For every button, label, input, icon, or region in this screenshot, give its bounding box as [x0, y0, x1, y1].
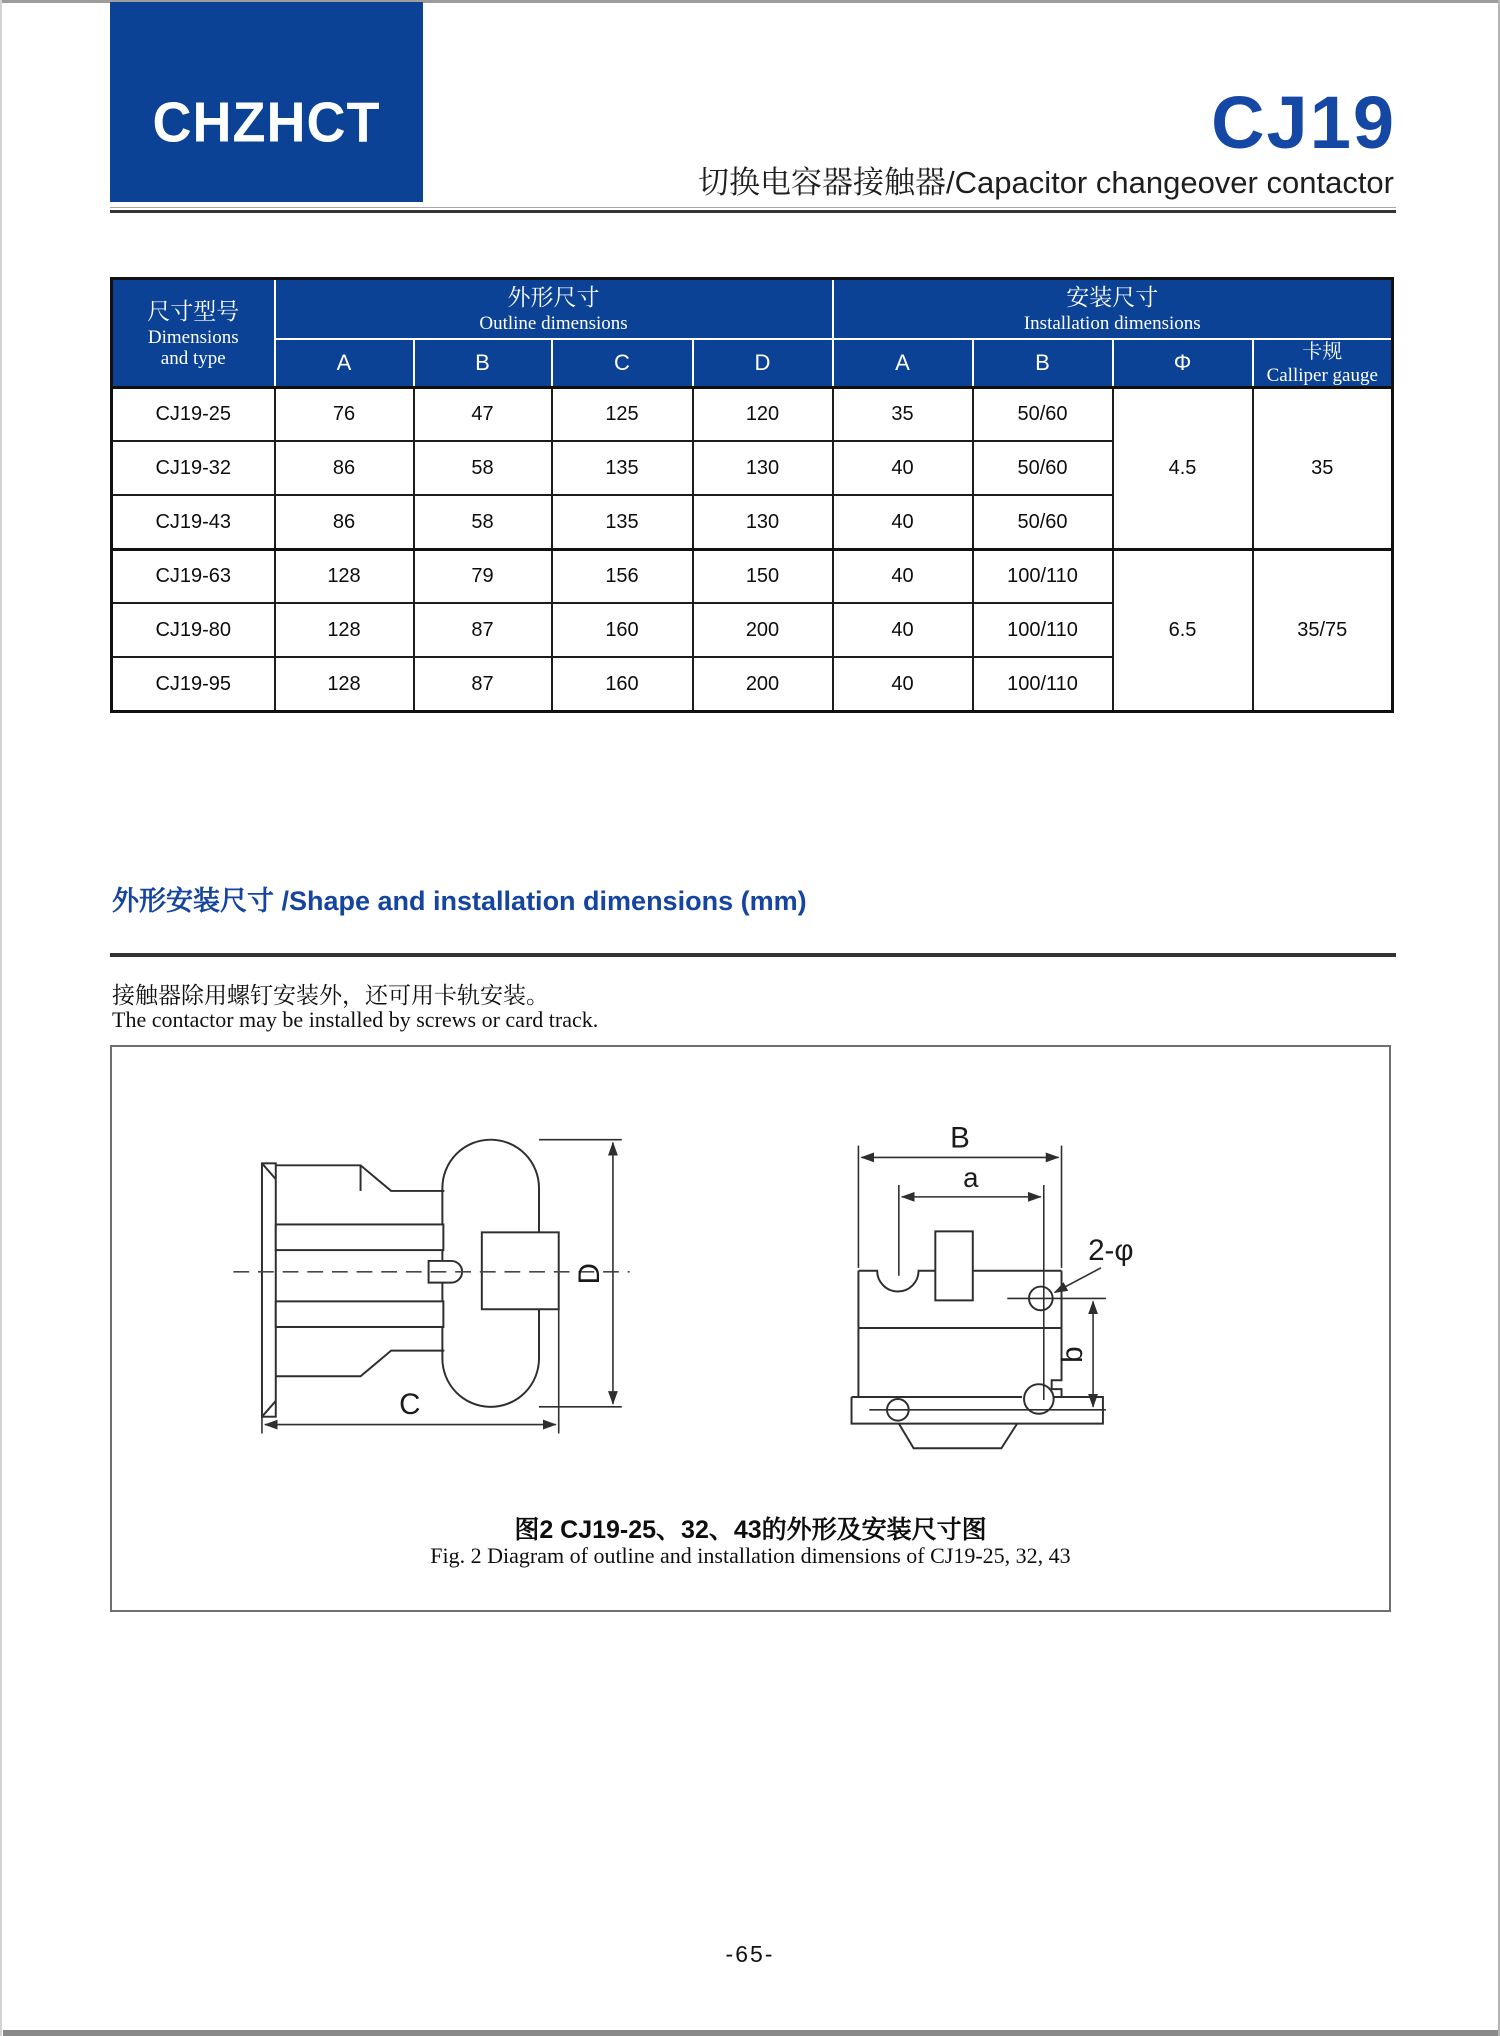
header-install-zh: 安装尺寸	[1066, 284, 1159, 311]
figure-caption-en: Fig. 2 Diagram of outline and installation dimensions of CJ19-25, 32, 43	[430, 1543, 1071, 1568]
header-col-iA: A	[833, 339, 973, 388]
header-outline-banner	[275, 279, 833, 339]
cell-value: 47	[414, 387, 552, 441]
header-calliper-en: Calliper gauge	[1266, 364, 1378, 386]
cell-type: CJ19-63	[112, 549, 275, 603]
cell-value: 125	[552, 387, 693, 441]
cell-value: 120	[693, 387, 833, 441]
mounting-plate	[262, 1163, 276, 1416]
terminal-slot-lower	[276, 1301, 444, 1327]
brand-logo-text: CHZHCT	[152, 91, 381, 155]
cell-value: 100/110	[973, 549, 1113, 603]
cell-value: 76	[275, 387, 414, 441]
cell-phi-group2: 6.5	[1113, 549, 1253, 711]
cell-type: CJ19-43	[112, 495, 275, 549]
mounting-view-drawing	[852, 1122, 1134, 1449]
cell-value: 40	[833, 495, 973, 549]
cell-value: 200	[693, 603, 833, 657]
page-subtitle: 切换电容器接触器/Capacitor changeover contactor	[697, 165, 1394, 200]
cell-value: 128	[275, 657, 414, 711]
cell-value: 40	[833, 657, 973, 711]
header-col-B: B	[414, 339, 552, 388]
dim-a-label: a	[963, 1161, 979, 1193]
cell-calliper-group1: 35	[1253, 387, 1393, 549]
brand-logo-box	[110, 2, 423, 202]
figure-box	[110, 1045, 1391, 1612]
cell-value: 35	[833, 387, 973, 441]
table-header-banner-row	[112, 279, 1393, 339]
dimensions-table	[110, 277, 1394, 713]
table-row	[112, 387, 1393, 441]
header-col-iB: B	[973, 339, 1113, 388]
header-rule	[110, 207, 1396, 213]
rear-block-outline	[482, 1232, 559, 1309]
cell-value: 40	[833, 603, 973, 657]
cell-type: CJ19-32	[112, 441, 275, 495]
header-type-cell	[112, 279, 275, 388]
page-number: -65-	[725, 1941, 775, 1967]
cell-value: 160	[552, 603, 693, 657]
header-install-banner	[833, 279, 1393, 339]
cell-value: 130	[693, 495, 833, 549]
cell-value: 128	[275, 549, 414, 603]
cell-value: 86	[275, 441, 414, 495]
cell-value: 50/60	[973, 441, 1113, 495]
cell-value: 58	[414, 495, 552, 549]
holes-callout-label: 2-φ	[1088, 1233, 1134, 1267]
header-col-A: A	[275, 339, 414, 388]
cell-value: 87	[414, 657, 552, 711]
header-type-zh: 尺寸型号	[147, 297, 240, 324]
header-col-phi: Φ	[1113, 339, 1253, 388]
cell-value: 128	[275, 603, 414, 657]
product-code-title: CJ19	[1211, 81, 1396, 164]
header-type-en1: Dimensions	[147, 326, 239, 348]
dim-b-label: B	[950, 1121, 970, 1155]
dim-d-label: D	[573, 1263, 607, 1285]
cell-value: 150	[693, 549, 833, 603]
cell-value: 156	[552, 549, 693, 603]
cell-type: CJ19-95	[112, 657, 275, 711]
cell-value: 40	[833, 441, 973, 495]
cell-type: CJ19-80	[112, 603, 275, 657]
top-tab	[935, 1231, 972, 1300]
cell-phi-group1: 4.5	[1113, 387, 1253, 549]
figure-caption-zh: 图2 CJ19-25、32、43的外形及安装尺寸图	[514, 1516, 987, 1544]
header-calliper-zh: 卡规	[1302, 340, 1343, 363]
housing-bottom-profile	[275, 1351, 445, 1377]
cell-value: 79	[414, 549, 552, 603]
foot-trapezoid	[899, 1424, 1017, 1449]
cell-value: 86	[275, 495, 414, 549]
page-footer-bar	[3, 2030, 1498, 2036]
header-col-C: C	[552, 339, 693, 388]
cell-value: 100/110	[973, 657, 1113, 711]
cell-value: 160	[552, 657, 693, 711]
side-view-drawing	[233, 1140, 629, 1434]
install-note-zh: 接触器除用螺钉安装外，还可用卡轨安装。	[112, 982, 549, 1008]
header-type-en2: and type	[160, 347, 226, 369]
page-edge-left	[0, 0, 2, 2036]
cell-value: 135	[552, 441, 693, 495]
dim-c-label: C	[399, 1387, 421, 1421]
cell-value: 87	[414, 603, 552, 657]
cell-value: 58	[414, 441, 552, 495]
header-outline-en: Outline dimensions	[479, 313, 628, 335]
header-col-D: D	[693, 339, 833, 388]
header-install-en: Installation dimensions	[1023, 313, 1201, 335]
cell-value: 50/60	[973, 495, 1113, 549]
install-note-en: The contactor may be installed by screws or card track.	[112, 1007, 599, 1032]
cell-value: 200	[693, 657, 833, 711]
table-header-sub-row	[112, 339, 1393, 388]
header-outline-zh: 外形尺寸	[507, 284, 600, 311]
terminal-slot-upper	[276, 1224, 444, 1250]
cell-value: 130	[693, 441, 833, 495]
cell-calliper-group2: 35/75	[1253, 549, 1393, 711]
section-rule	[110, 953, 1396, 957]
header-col-calliper	[1253, 339, 1393, 388]
cell-value: 50/60	[973, 387, 1113, 441]
cell-value: 135	[552, 495, 693, 549]
cell-value: 100/110	[973, 603, 1113, 657]
dim-lowercase-b-label: b	[1056, 1346, 1090, 1363]
section-title: 外形安装尺寸 /Shape and installation dimensions (mm)	[112, 886, 807, 916]
table-row	[112, 549, 1393, 603]
cell-type: CJ19-25	[112, 387, 275, 441]
cell-value: 40	[833, 549, 973, 603]
